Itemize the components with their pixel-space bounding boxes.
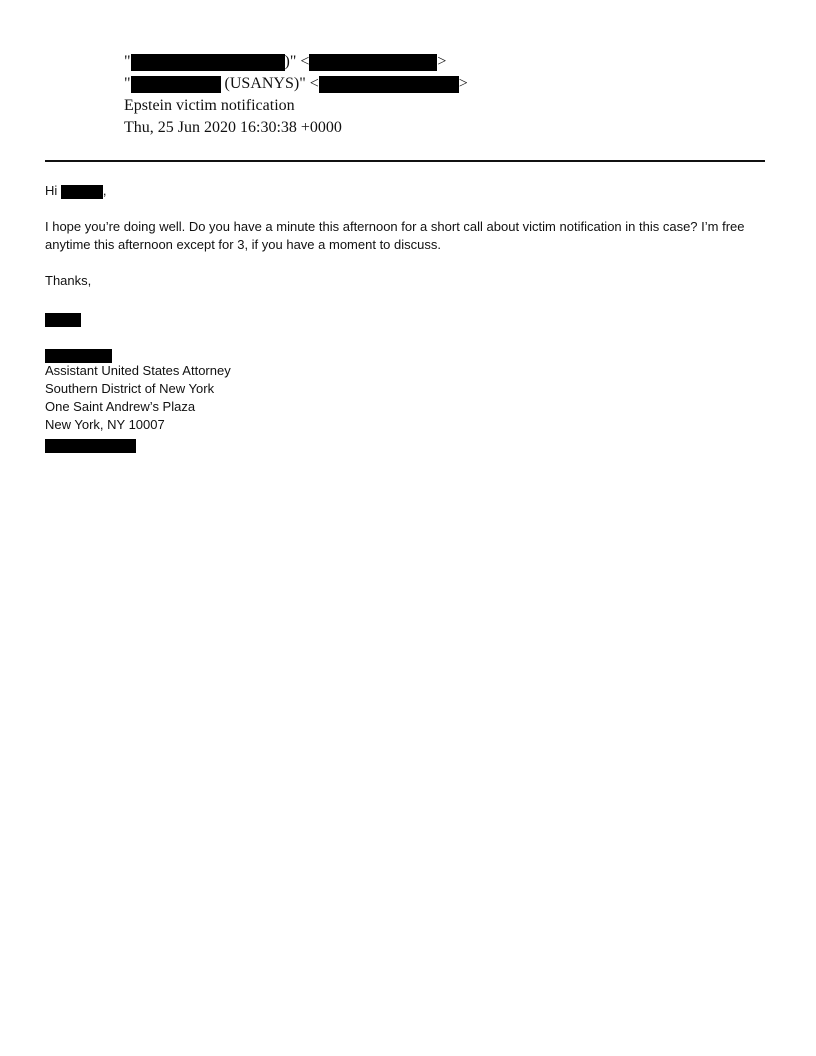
to-value [124,73,468,95]
redaction-from-name [131,54,285,71]
redaction-sender-initial [45,313,81,327]
date-value: Thu, 25 Jun 2020 16:30:38 +0000 [124,119,342,136]
greeting-line [45,182,107,200]
to-separator: (USANYS)" < [220,75,319,92]
redaction-to-email [319,76,459,93]
signature-initial [45,310,81,328]
from-separator: )" < [284,53,310,70]
redaction-to-name [131,76,221,93]
subject-value: Epstein victim notification [124,97,295,114]
to-close: > [458,75,468,92]
from-quote: " [124,53,131,70]
redaction-from-email [309,54,437,71]
from-close: > [437,53,447,70]
signature-office: Southern District of New York [45,381,215,396]
header-divider [45,160,765,162]
closing-line: Thanks, [45,273,92,288]
redaction-sender-phone [45,439,136,453]
signature-title: Assistant United States Attorney [45,363,231,378]
redaction-recipient-name [61,185,103,199]
body-paragraph: I hope you’re doing well. Do you have a minute this afternoon for a short call about victim notification in this case? I’m free anytime this afternoon except for 3, if you have a moment to discuss. [45,219,745,252]
signature-phone [45,436,136,454]
to-quote: " [124,75,131,92]
redaction-sender-name [45,349,112,363]
from-value [124,51,446,73]
signature-address-2: New York, NY 10007 [45,417,165,432]
greeting-comma: , [102,183,107,198]
signature-address-1: One Saint Andrew’s Plaza [45,399,196,414]
greeting-text: Hi [45,183,61,198]
